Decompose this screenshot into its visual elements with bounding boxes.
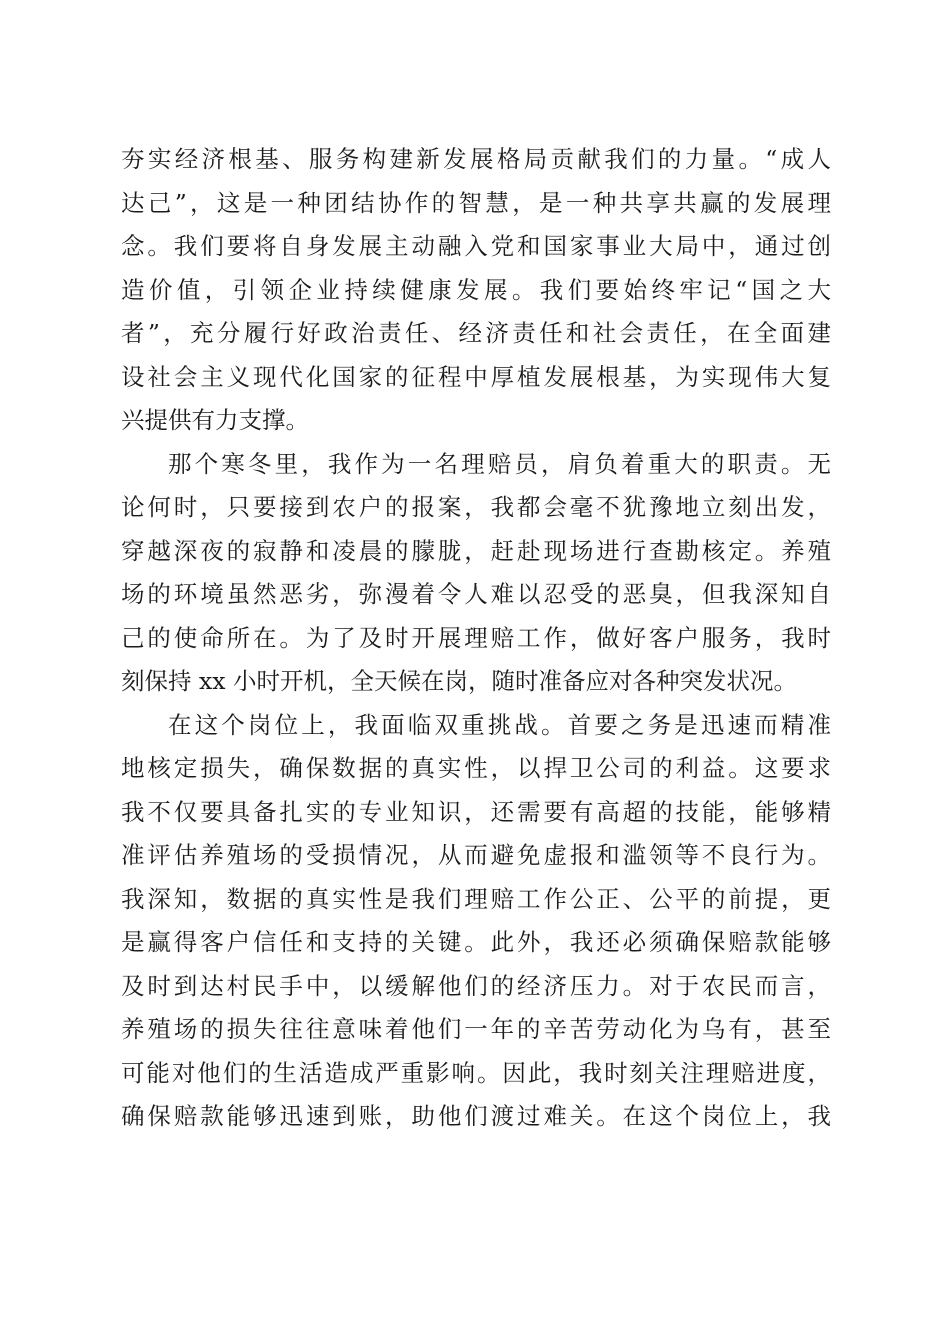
text-line: 可能对他们的生活造成严重影响。因此，我时刻关注理赔进度， <box>121 1058 831 1087</box>
paragraph-1 <box>121 138 831 443</box>
text-line: 己的使命所在。为了及时开展理赔工作，做好客户服务，我时 <box>121 623 831 652</box>
text-line: 论何时，只要接到农户的报案，我都会毫不犹豫地立刻出发， <box>121 493 831 521</box>
text-line: 兴提供有力支撑。 <box>121 406 309 434</box>
text-line: 确保赔款能够迅速到账，助他们渡过难关。在这个岗位上，我 <box>121 1102 831 1130</box>
text-line: 达己”，这是一种团结协作的智慧，是一种共享共赢的发展理 <box>121 188 831 217</box>
text-line: 我不仅要具备扎实的专业知识，还需要有高超的技能，能够精 <box>121 797 831 826</box>
text-line: 穿越深夜的寂静和凌晨的朦胧，赶赴现场进行查勘核定。养殖 <box>121 536 831 565</box>
text-line: 者”，充分履行好政治责任、经济责任和社会责任，在全面建 <box>121 319 831 347</box>
paragraph-2 <box>121 443 831 704</box>
text-line: 及时到达村民手中，以缓解他们的经济压力。对于农民而言， <box>121 971 831 1000</box>
body-text <box>121 138 831 1139</box>
text-line: 准评估养殖场的受损情况，从而避免虚报和滥领等不良行为。 <box>121 841 831 869</box>
text-line: 设社会主义现代化国家的征程中厚植发展根基，为实现伟大复 <box>121 362 831 391</box>
text-line: 是赢得客户信任和支持的关键。此外，我还必须确保赔款能够 <box>121 928 831 956</box>
text-line: 造价值，引领企业持续健康发展。我们要始终牢记“国之大 <box>121 275 831 304</box>
text-line: 场的环境虽然恶劣，弥漫着令人难以忍受的恶臭，但我深知自 <box>121 580 831 608</box>
text-line: 念。我们要将自身发展主动融入党和国家事业大局中，通过创 <box>121 232 831 260</box>
text-line: 刻保持 xx 小时开机，全天候在岗，随时准备应对各种突发状况。 <box>121 667 797 695</box>
text-line: 那个寒冬里，我作为一名理赔员，肩负着重大的职责。无 <box>168 449 831 478</box>
text-line: 在这个岗位上，我面临双重挑战。首要之务是迅速而精准 <box>168 710 831 739</box>
text-line: 地核定损失，确保数据的真实性，以捍卫公司的利益。这要求 <box>121 754 831 782</box>
paragraph-3 <box>121 704 831 1139</box>
text-line: 养殖场的损失往往意味着他们一年的辛苦劳动化为乌有，甚至 <box>121 1015 831 1043</box>
text-line: 我深知，数据的真实性是我们理赔工作公正、公平的前提，更 <box>121 884 831 913</box>
text-line: 夯实经济根基、服务构建新发展格局贡献我们的力量。“成人 <box>121 145 831 173</box>
